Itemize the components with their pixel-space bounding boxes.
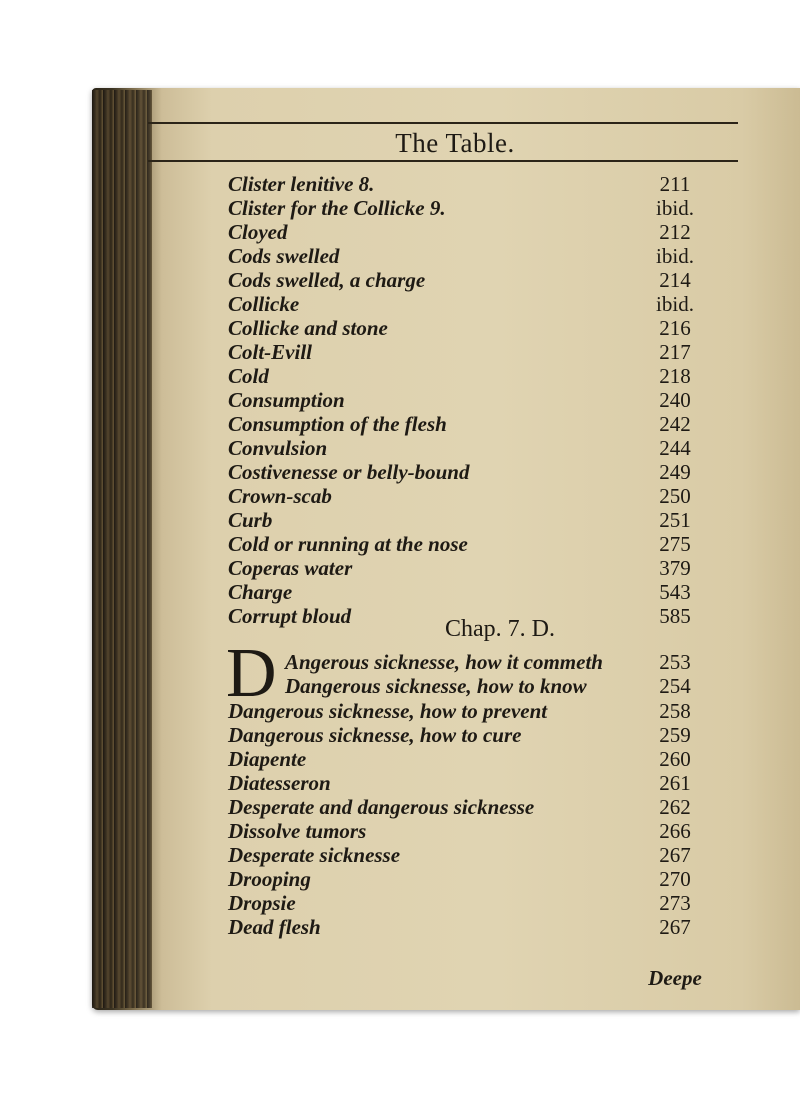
entry-page: 251 <box>659 508 691 532</box>
entry-text: Clister for the Collicke 9. <box>228 196 446 220</box>
entry-text: Dangerous sicknesse, how to know <box>285 674 587 698</box>
entry-text: Cold or running at the nose <box>228 532 468 556</box>
entry-text: Dead flesh <box>228 915 321 939</box>
entry-text: Cold <box>228 364 269 388</box>
chapter-heading: Chap. 7. D. <box>445 616 555 642</box>
entry-page: 261 <box>659 771 691 795</box>
entry-page: 273 <box>659 891 691 915</box>
entry-page: 262 <box>659 795 691 819</box>
entry-page: 244 <box>659 436 691 460</box>
entry-text: Collicke <box>228 292 300 316</box>
entry-page: 266 <box>659 819 691 843</box>
entry-page: 218 <box>659 364 691 388</box>
entry-page: 258 <box>659 699 691 723</box>
entry-page: 214 <box>659 268 691 292</box>
entry-text: Crown-scab <box>228 484 332 508</box>
page-title: The Table. <box>395 128 515 158</box>
entry-page: ibid. <box>656 292 694 316</box>
entry-page: 253 <box>659 650 691 674</box>
drop-capital: D <box>226 635 277 712</box>
top-rule <box>148 122 738 124</box>
entry-page: 216 <box>659 316 691 340</box>
entry-page: 585 <box>659 604 691 628</box>
entry-text: Desperate sicknesse <box>228 843 401 867</box>
entry-page: 242 <box>659 412 691 436</box>
entry-text: Coperas water <box>228 556 353 580</box>
entry-text: Drooping <box>228 867 311 891</box>
entry-text: Cods swelled, a charge <box>228 268 426 292</box>
book-gutter <box>92 90 152 1008</box>
entry-text: Clister lenitive 8. <box>228 172 375 196</box>
entry-text: Costivenesse or belly-bound <box>228 460 470 484</box>
entry-text: Diapente <box>228 747 307 771</box>
entry-page: 267 <box>659 915 691 939</box>
entry-text: Curb <box>228 508 273 532</box>
entry-page: 249 <box>659 460 691 484</box>
entry-text: Dissolve tumors <box>228 819 367 843</box>
entry-page: 379 <box>659 556 691 580</box>
entry-text: Dropsie <box>228 891 296 915</box>
entry-text: Charge <box>228 580 293 604</box>
header-rule <box>148 160 738 162</box>
entry-page: 543 <box>659 580 691 604</box>
entry-text: Corrupt bloud <box>228 604 352 628</box>
entry-page: 267 <box>659 843 691 867</box>
entry-page: 259 <box>659 723 691 747</box>
entry-text: Consumption <box>228 388 345 412</box>
entry-page: 240 <box>659 388 691 412</box>
entry-text: Cods swelled <box>228 244 340 268</box>
entry-page: 270 <box>659 867 691 891</box>
entry-page: 254 <box>659 674 691 698</box>
entry-page: 217 <box>659 340 691 364</box>
entry-page: ibid. <box>656 244 694 268</box>
entry-text: Colt-Evill <box>228 340 312 364</box>
entry-text: Dangerous sicknesse, how to cure <box>228 723 522 747</box>
entry-page: 250 <box>659 484 691 508</box>
entry-page: 211 <box>659 172 691 196</box>
catchword: Deepe <box>648 966 702 990</box>
entry-page: ibid. <box>656 196 694 220</box>
entry-text: Cloyed <box>228 220 288 244</box>
entry-text: Convulsion <box>228 436 328 460</box>
entry-page: 212 <box>659 220 691 244</box>
entry-text: Collicke and stone <box>228 316 388 340</box>
entry-text: Dangerous sicknesse, how to prevent <box>228 699 548 723</box>
entry-text: Diatesseron <box>228 771 331 795</box>
entry-page: 275 <box>659 532 691 556</box>
entry-text: Angerous sicknesse, how it commeth <box>285 650 603 674</box>
entry-page: 260 <box>659 747 691 771</box>
entry-text: Desperate and dangerous sicknesse <box>228 795 535 819</box>
entry-text: Consumption of the flesh <box>228 412 447 436</box>
